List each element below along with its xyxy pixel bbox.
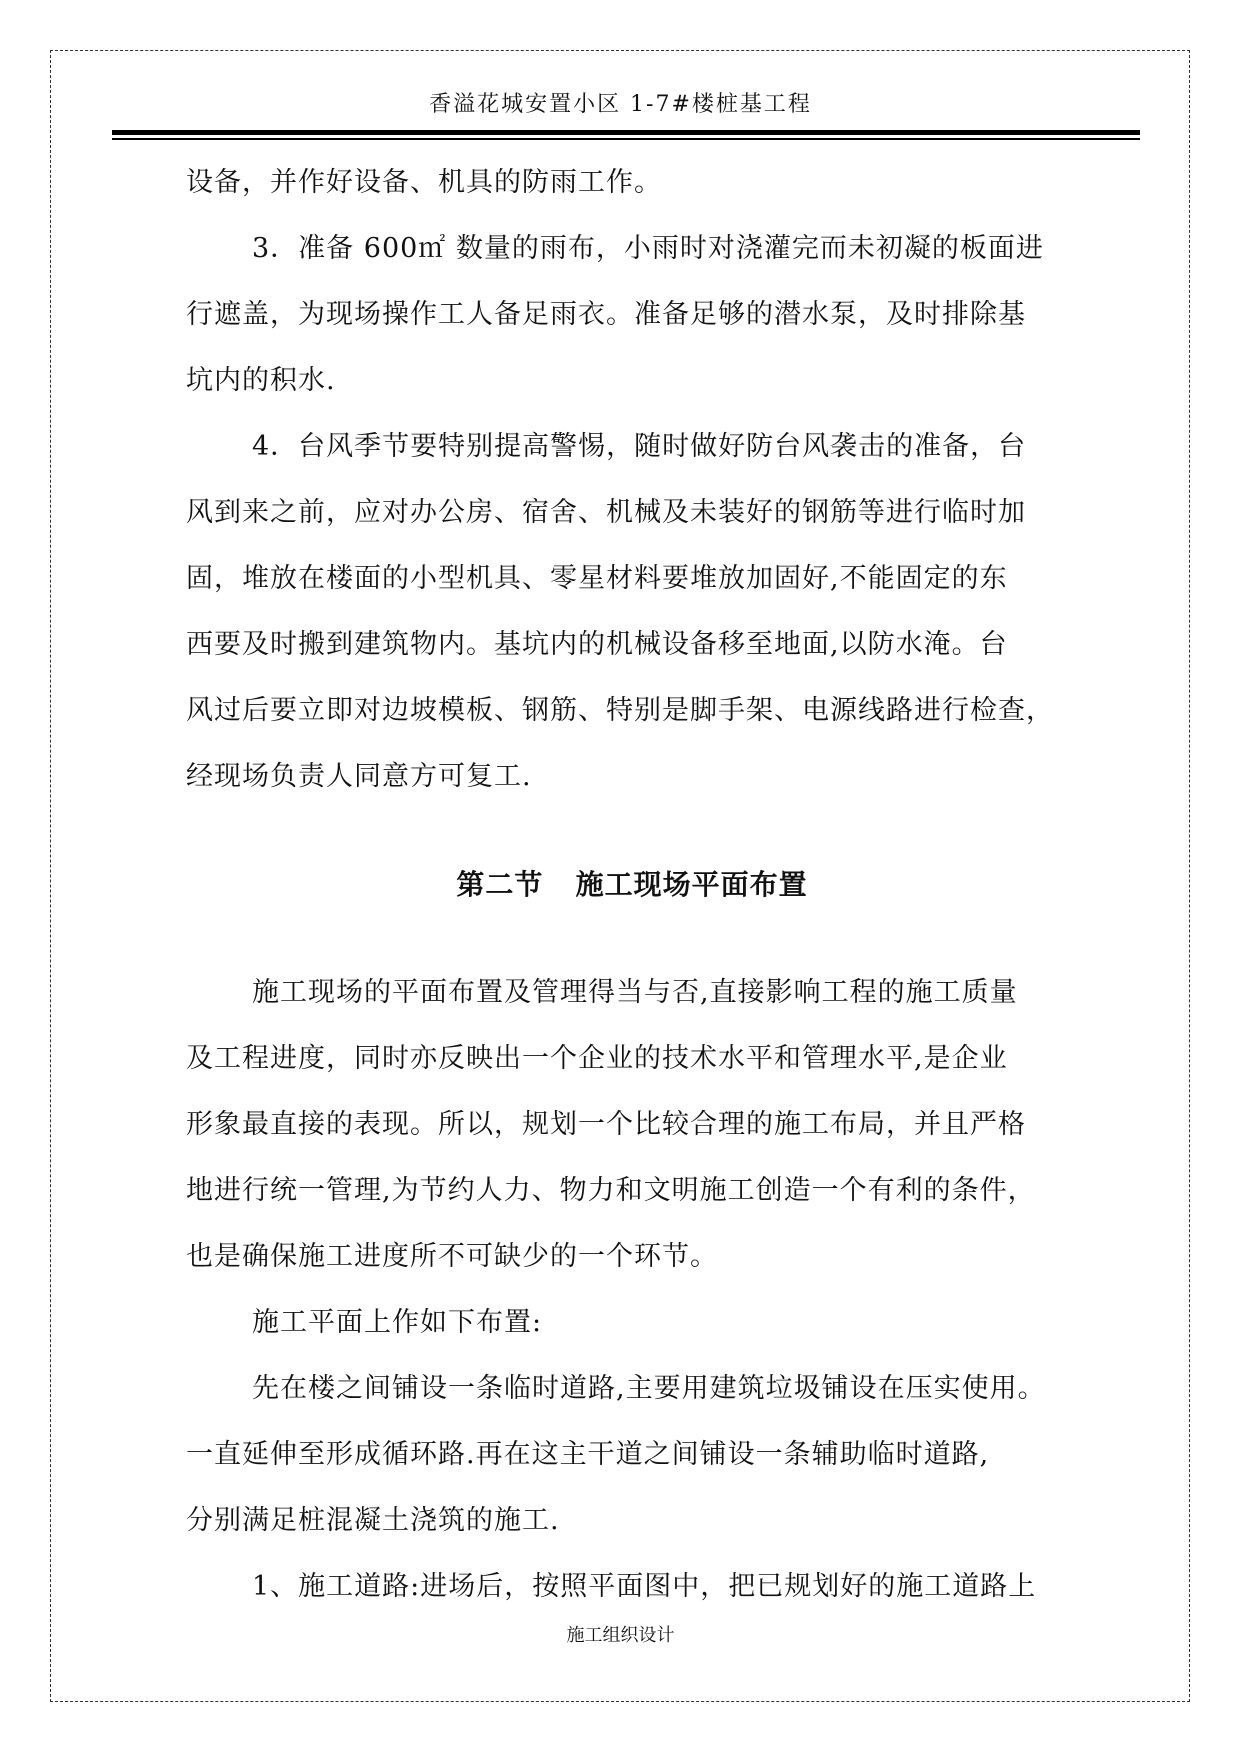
body-line: 4．台风季节要特别提高警惕，随时做好防台风袭击的准备，台	[252, 431, 1027, 462]
body-line: 风到来之前，应对办公房、宿舍、机械及未装好的钢筋等进行临时加	[186, 497, 1026, 528]
running-footer: 施工组织设计	[566, 1625, 675, 1646]
body-line: 1、施工道路:进场后，按照平面图中，把已规划好的施工道路上	[252, 1571, 1037, 1602]
body-line: 也是确保施工进度所不可缺少的一个环节。	[186, 1241, 718, 1272]
body-line: 及工程进度，同时亦反映出一个企业的技术水平和管理水平,是企业	[186, 1043, 1008, 1074]
body-line: 施工平面上作如下布置:	[252, 1307, 543, 1338]
body-line: 3．准备 600㎡ 数量的雨布，小雨时对浇灌完而未初凝的板面进	[252, 233, 1044, 264]
body-line: 设备，并作好设备、机具的防雨工作。	[186, 167, 662, 198]
header-rule-thick	[112, 130, 1140, 135]
body-line: 西要及时搬到建筑物内。基坑内的机械设备移至地面,以防水淹。台	[186, 629, 1008, 660]
body-line: 先在楼之间铺设一条临时道路,主要用建筑垃圾铺设在压实使用。	[252, 1373, 1046, 1404]
running-header-title: 香溢花城安置小区 1-7#楼桩基工程	[429, 92, 812, 117]
body-line: 行遮盖，为现场操作工人备足雨衣。准备足够的潜水泵，及时排除基	[186, 299, 1026, 330]
body-line: 固，堆放在楼面的小型机具、零星材料要堆放加固好,不能固定的东	[186, 563, 1008, 594]
body-line: 地进行统一管理,为节约人力、物力和文明施工创造一个有利的条件，	[186, 1175, 1036, 1206]
body-line: 施工现场的平面布置及管理得当与否,直接影响工程的施工质量	[252, 977, 1018, 1008]
body-line: 经现场负责人同意方可复工.	[186, 761, 532, 792]
body-line: 坑内的积水.	[186, 365, 336, 396]
body-line: 一直延伸至形成循环路.再在这主干道之间铺设一条辅助临时道路,	[186, 1439, 990, 1470]
body-line: 形象最直接的表现。所以，规划一个比较合理的施工布局，并且严格	[186, 1109, 1026, 1140]
body-line: 分别满足桩混凝土浇筑的施工.	[186, 1505, 560, 1536]
section-heading: 第二节 施工现场平面布置	[456, 868, 808, 901]
body-line: 风过后要立即对边坡模板、钢筋、特别是脚手架、电源线路进行检查，	[186, 695, 1054, 726]
document-body	[186, 150, 1066, 1620]
header-rule-thin	[112, 138, 1140, 140]
